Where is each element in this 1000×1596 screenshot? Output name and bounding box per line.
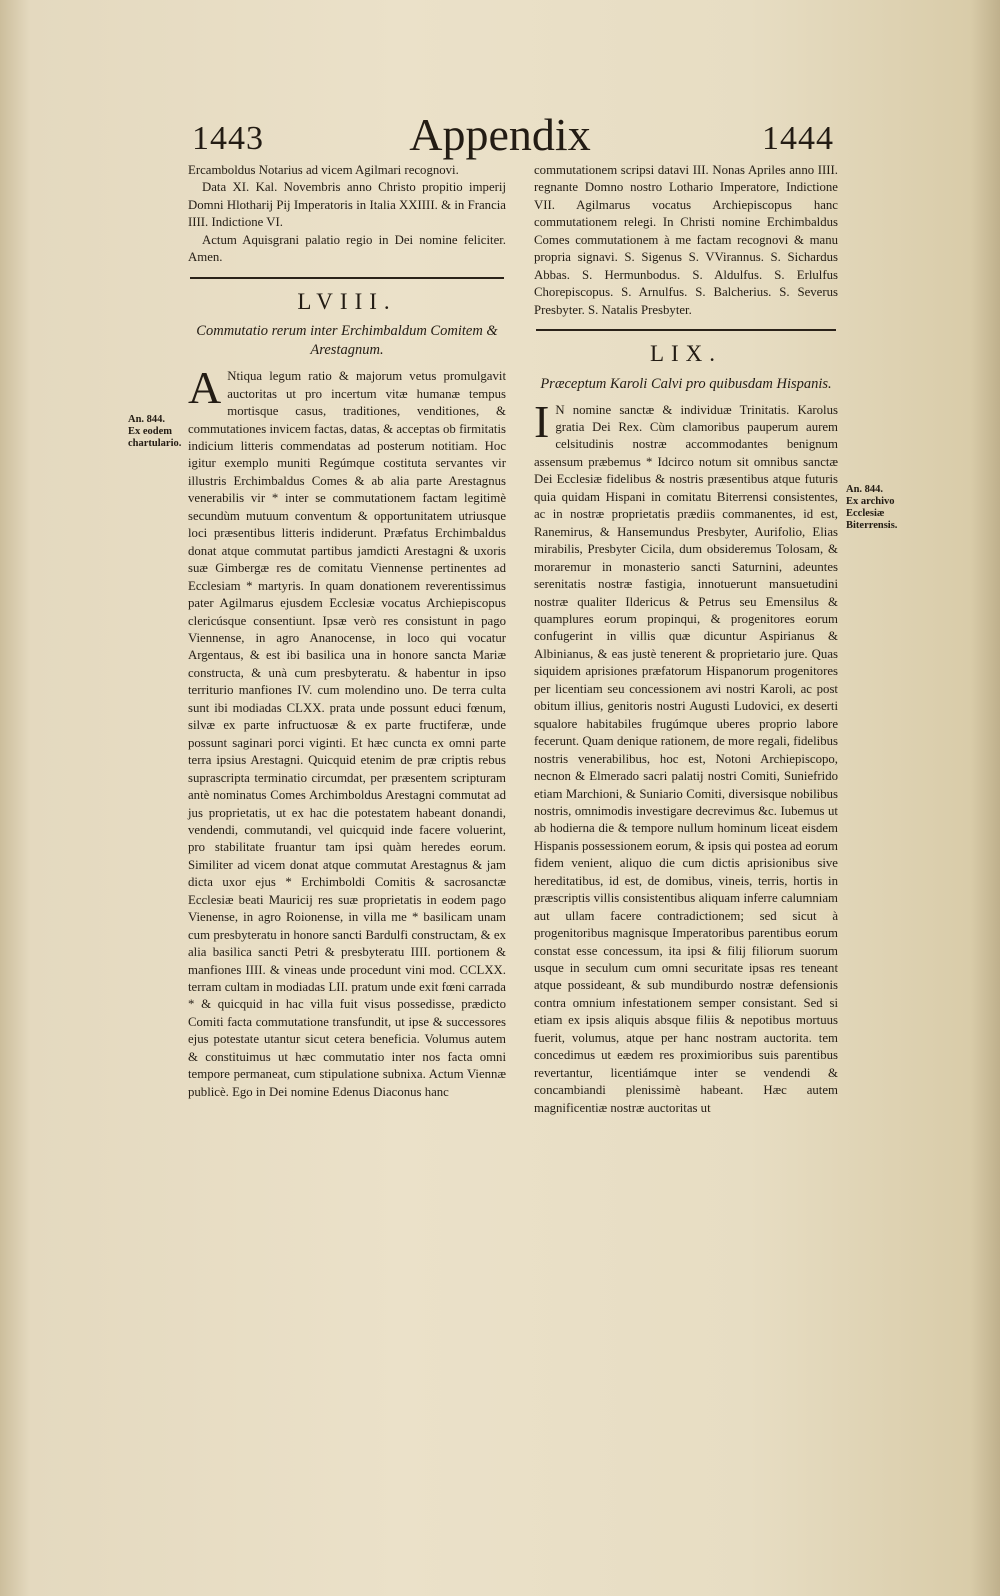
chapter-title: Præceptum Karoli Calvi pro quibusdam Hispanis.	[540, 375, 832, 392]
chapter-title: Commutatio rerum inter Erchimbaldum Comitem & Arestagnum.	[196, 323, 498, 359]
chapter-number: LIX.	[649, 341, 723, 367]
section-divider	[536, 329, 836, 331]
continuation-text: commutationem scripsi datavi III. Nonas Apriles anno IIII. regnante Domno nostro Lothario Imperatore, Indictione VII. Agilmarus vocatus Archiepiscopus hanc commutationem relegi. In Christi nomine Erchimbaldus Comes commutationem à me factam recognovi & manu propria signavi. S. Sigenus S. VVirannus. S. Sichardus Abbas. S. Hermunbodus. S. Aldulfus. S. Erlulfus Chorepiscopus. S. Arnulfus. S. Balcherius. S. Severus Presbyter. S. Natalis Presbyter.	[534, 163, 838, 317]
chapter-body-text: Ntiqua legum ratio & majorum vetus promulgavit auctoritas ut pro incertum vitæ humanæ tempus mortisque casus, traditiones, venditiones, & commutationes invicem factas, datas, & acceptas ob firmitatis indicium litteris commendatas ad posterum notitiam. Hoc igitur exemplo muniti Regúmque costituta servantes vir illustris Erchimbaldus Comes & ab alia parte Arestagnus venerabilis vir * inter se commutationem factam legitimè secundùm mutuum conventum & opportunitatem utriusque loci præsentibus litteris indiderunt. Præfatus Erchimbaldus donat atque commutat partibus jamdicti Arestagni & uxoris suæ Gimbergæ res de comitatu Viennense pertinentes ad Ecclesiam * martyris. In quam donationem reverentissimus pater Agilmarus ejusdem Ecclesiæ vocatus Archiepiscopus clericúsque consentiunt. Ipsæ verò res consistunt in pago Viennense, in agro Ananocense, in loco qui vocatur Argentaus, & est ibi basilica una in honore sancta Mariæ constructa, & unà cum presbyteratu. & habentur in ipso territurio manfiones IV. cum molendino uno. De terra culta sunt ibi modiadas CLXX. prata unde possunt educi fœnum, silvæ ex parte infructuosæ & ex parte fructiferæ, unde possunt saginari porci viginti. Et hæc cuncta ex omni parte terra ipsius Arestagni. Quicquid etenim de præ criptis rebus suprascripta terminatio circumdat, per præsentem scripturam antè nominatus Comes Archimboldus Arestagni commutat ad jus proprietatis, ut ex hac die potestatem habeant donandi, vendendi, commutandi, vel quicquid inde facere voluerint, pro stabilitate fruantur tam ipsi quàm heredes eorum. Similiter ad vicem donat atque commutat Arestagnus & jam dicta uxor ejus * Erchimboldi Comitis & sacrosanctæ Ecclesiæ beati Mauricij res suæ proprietatis in eodem pago Vienense, in agro Roionense, in villa me * basilicam unam cum presbyteratu in honore sancti Bardulfi constructam, & ex alia basilica sancti Petri & presbyteratu IIII. portionem & manfiones IIII. & vineas unde procedunt vini mod. CCLXX. terram cultam in modiadas LII. pratum unde exit fœni carrada * & quicquid in hac villa fuit visus possedisse, prædicto Comiti facta commutatione transfundit, ut ipse & successores ejus potestate utantur sicut cetera beneficia. Volumus autem & constituimus ut hæc commutatio inter nos facta omni tempore permaneat, cum stipulatione subnixa. Actum Viennæ publicè. Ego in Dei nomine Edenus Diaconus hanc	[188, 369, 506, 1099]
right-margin-source: Ex archivo Ecclesiæ Biterrensis.	[846, 496, 898, 531]
right-column	[534, 162, 838, 1117]
left-page-number: 1443	[192, 120, 264, 157]
drop-cap: A	[188, 362, 222, 414]
recognition-line: Ercamboldus Notarius ad vicem Agilmari recognovi.	[188, 163, 459, 177]
date-line: Data XI. Kal. Novembris anno Christo propitio imperij Domni Hlotharij Pij Imperatoris in Italia XXIIII. & in Francia IIII. Indictione VI.	[188, 180, 506, 230]
drop-cap: I	[534, 395, 550, 447]
left-margin-note	[128, 414, 186, 450]
right-margin-year: An. 844.	[846, 484, 884, 495]
page-title: Appendix	[409, 109, 591, 160]
chapter-body	[188, 362, 506, 1101]
left-margin-year: An. 844.	[128, 414, 166, 425]
section-divider	[190, 277, 504, 279]
running-header	[0, 108, 1000, 168]
chapter-body	[534, 395, 838, 1118]
right-margin-note	[846, 484, 910, 532]
left-column	[188, 162, 506, 1101]
actum-line: Actum Aquisgrani palatio regio in Dei nomine feliciter. Amen.	[188, 232, 506, 265]
chapter-body-text: N nomine sanctæ & individuæ Trinitatis. Karolus gratia Dei Rex. Cùm clamoribus pauperum aurem celsitudinis nostræ accommodantes benignum assensum præbemus * Idcirco notum sit omnibus sanctæ Dei Ecclesiæ fidelibus & nostris præsentibus atque futuris quia quidam Hispani in comitatu Biterrensi consistentes, ac in nostræ proprietatis prædiis commanentes, id est, Ranemirus, & Hansemundus Presbyter, Aurifolio, Elias mirabilis, Presbyter Cicila, dum obsideremus Tolosam, & moraremur in monasterio sancti Saturnini, adeuntes serenitatis nostræ fastigia, innotuerunt mansuetudini nostræ qualiter Ildericus & Petrus seu Emensilus & quamplures eorum propinqui, & progenitores eorum confugerint in villis quæ dicuntur Aspirianus & Albinianus, & eas justè tenerent & proprietario jure. Quas siquidem aprisiones præfatorum Hispanorum progenitores per licentiam seu concessionem avi nostri Karoli, ac post obitum illius, genitoris nostri Augusti Ludovici, ex deserti squalore habitabiles frugúmque uberes proprio labore fecerunt. Quam denique rationem, de more regali, fidelibus nostris venerabilibus, hoc est, Notoni Archiepiscopo, necnon & Elmerado sacri palatij nostri Comiti, Suniefrido etiam Marchioni, & Suniario Comiti, diversisque nobilibus nostris, omnimodis investigare decrevimus &c. Iubemus ut ab hodierna die & tempore nullum hominum liceat eisdem Hispanis possessionem eorum, & ipsis qui postea ad eorum fidem venient, aliquo die cum dictis aprisionibus sive hereditatibus, id est, de domibus, vineis, terris, hortis in præscriptis villis consistentibus aliquam inferre calumniam aut ullam facere contradictionem; sed sicut à progenitoribus magnisque Imperatoribus parentibus eorum constat esse concessum, ita ipsi & filij filiorum suorum usque in seculum cum omni securitate ipsas res teneant atque possideant, & sub mundiburdo nostræ defensionis contra omnium infestationem semper consistant. Sed si etiam ex ipsis aliquis absque filiis & nepotibus mortuus fuerit, volumus, atque per hanc nostram auctorita. tem concedimus ut eædem res proximioribus suis parentibus revertantur, licentiámque inter se vendendi & concambiandi plenissimè habeant. Hæc autem magnificentiæ nostræ auctoritas ut	[534, 402, 838, 1115]
chapter-number: LVIII.	[297, 288, 397, 314]
right-page-number: 1444	[762, 120, 834, 157]
left-margin-source: Ex eodem chartulario.	[128, 426, 182, 449]
